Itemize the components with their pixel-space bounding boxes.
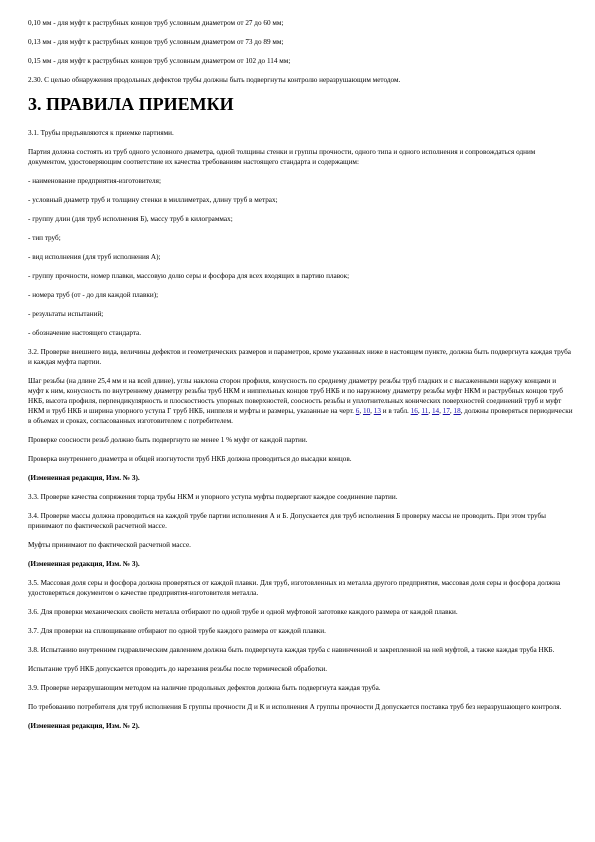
- paragraph-3-4: 3.4. Проверке массы должна проводиться на каждой трубе партии исполнения А и Б. Допускается для труб исполнения Б проверку массы не проводить. При этом трубы принимают по фактической расчетной массе.: [28, 512, 546, 530]
- table-link-16[interactable]: 16: [410, 407, 418, 415]
- paragraph-3-8: 3.8. Испытанию внутренним гидравлическим давлением должна быть подвергнута каждая труба с навинченной и закрепленной на ней муфтой, а также каждая труба НКБ.: [28, 646, 555, 654]
- thread-text-a: Шаг резьбы (на длине 25,4 мм и на всей длине), углы наклона сторон профиля, конусность по среднему диаметру резьбы труб гладких и с высаженными наружу концами и муфт к ним, конусность по внутреннему диаметру резьбы труб НКМ и ниппельных концов труб НКБ и по наружному диаметру резьбы муфт НКМ и раструбных концов труб НКБ, высота профиля, перпендикулярность и плоскостность упорных поверхностей, соосность резьбы и уплотнительных конических поверхностей соединений труб и муфт НКМ и труб НКБ и ширина упорного уступа Г труб НКБ, ниппеля и муфты и размеры, указанные на черт.: [28, 377, 563, 415]
- paragraph-3-9: 3.9. Проверке неразрушающим методом на наличие продольных дефектов должна быть подвергнута каждая труба.: [28, 684, 381, 692]
- paragraph-thread: Шаг резьбы (на длине 25,4 мм и на всей длине), углы наклона сторон профиля, конусность по среднему диаметру резьбы труб гладких и с высаженными наружу концами и муфт к ним, конусность по внутреннему диаметру резьбы труб НКМ и ниппельных концов труб НКБ и по наружному диаметру резьбы муфт НКМ и раструбных концов труб НКБ, высота профиля, перпендикулярность и плоскостность упорных поверхностей, соосность резьбы и уплотнительных конических поверхностей соединений труб и муфт НКМ и труб НКБ и ширина упорного уступа Г труб НКБ, ниппеля и муфты и размеры, указанные на черт. 6, 10, 13 и в табл. 16, 11, 14, 17, 18, должны проверяться периодически в объемах и сроках, согласованных изготовителем с потребителем.: [28, 377, 573, 425]
- list-item: - вид исполнения (для труб исполнения А);: [28, 253, 161, 261]
- list-item: - группу длин (для труб исполнения Б), массу труб в килограммах;: [28, 215, 233, 223]
- table-link-17[interactable]: 17: [442, 407, 450, 415]
- paragraph-3-7: 3.7. Для проверки на сплющивание отбирают по одной трубе каждого размера от каждой плавки.: [28, 627, 326, 635]
- thread-text-mid: и в табл.: [380, 407, 411, 415]
- text-line: 0,13 мм - для муфт к раструбных концов труб условным диаметром от 73 до 89 мм;: [28, 38, 284, 46]
- table-link-11[interactable]: 11: [421, 407, 429, 415]
- list-item: - наименование предприятия-изготовителя;: [28, 177, 161, 185]
- paragraph-party: Партия должна состоять из труб одного условного диаметра, одной толщины стенки и группы прочности, одного типа и одного исполнения и сопровождаться одним документом, удостоверяющим соответствие их качества требованиям настоящего стандарта и содержащим:: [28, 148, 536, 166]
- table-link-18[interactable]: 18: [453, 407, 461, 415]
- list-item: - тип труб;: [28, 234, 61, 242]
- text-line: 0,10 мм - для муфт к раструбных концов труб условным диаметром от 27 до 60 мм;: [28, 19, 284, 27]
- list-item: - обозначение настоящего стандарта.: [28, 329, 142, 337]
- paragraph-3-5: 3.5. Массовая доля серы и фосфора должна проверяться от каждой плавки. Для труб, изготовленных из металла другого предприятия, массовая доля серы и фосфора должна удостоверяться документом о качестве предприятия-изготовителя металла.: [28, 579, 561, 597]
- list-item: - результаты испытаний;: [28, 310, 104, 318]
- paragraph-3-6: 3.6. Для проверки механических свойств металла отбирают по одной трубе и одной муфтовой заготовке каждого размера от каждой плавки.: [28, 608, 458, 616]
- text-line: 0,15 мм - для муфт к раструбных концов труб условным диаметром от 102 до 114 мм;: [28, 57, 291, 65]
- paragraph-nkb: Испытание труб НКБ допускается проводить до нарезания резьбы после термической обработки.: [28, 665, 328, 673]
- paragraph-2-30: 2.30. С целью обнаружения продольных дефектов трубы должны быть подвергнуты контролю неразрушающим методом.: [28, 76, 401, 84]
- table-link-14[interactable]: 14: [431, 407, 440, 415]
- thread-text-b: , должны проверяться периодически в объемах и сроках, согласованных изготовителем с потребителем.: [28, 407, 573, 425]
- paragraph-request: По требованию потребителя для труб исполнения Б группы прочности Д и К и исполнения А группы прочности Д допускается поставка труб без неразрушающего контроля.: [28, 703, 562, 711]
- figure-link-10[interactable]: 10: [362, 407, 371, 415]
- paragraph-coaxiality: Проверке соосности резьб должно быть подвергнуто не менее 1 % муфт от каждой партии.: [28, 436, 308, 444]
- paragraph-3-2: 3.2. Проверке внешнего вида, величины дефектов и геометрических размеров и параметров, кроме указанных ниже в настоящем пункте, должна быть подвергнута каждая труба и каждая муфта партии.: [28, 348, 571, 366]
- list-item: - номера труб (от - до для каждой плавки);: [28, 291, 159, 299]
- list-item: - условный диаметр труб и толщину стенки в миллиметрах, длину труб в метрах;: [28, 196, 278, 204]
- paragraph-3-1: 3.1. Трубы предъявляются к приемке партиями.: [28, 129, 174, 137]
- edit-note: (Измененная редакция, Изм. № 3).: [28, 474, 140, 482]
- figure-link-6[interactable]: 6: [355, 407, 360, 415]
- paragraph-muft: Муфты принимают по фактической расчетной массе.: [28, 541, 191, 549]
- edit-note: (Измененная редакция, Изм. № 2).: [28, 722, 140, 730]
- section-title: 3. ПРАВИЛА ПРИЕМКИ: [28, 94, 234, 114]
- edit-note: (Измененная редакция, Изм. № 3).: [28, 560, 140, 568]
- paragraph-inner-diameter: Проверка внутреннего диаметра и общей изогнутости труб НКБ должна проводиться до высадки концов.: [28, 455, 352, 463]
- figure-link-13[interactable]: 13: [373, 407, 381, 415]
- paragraph-3-3: 3.3. Проверке качества сопряжения торца трубы НКМ и упорного уступа муфты подвергают каждое соединение партии.: [28, 493, 398, 501]
- list-item: - группу прочности, номер плавки, массовую долю серы и фосфора для всех входящих в партию плавок;: [28, 272, 350, 280]
